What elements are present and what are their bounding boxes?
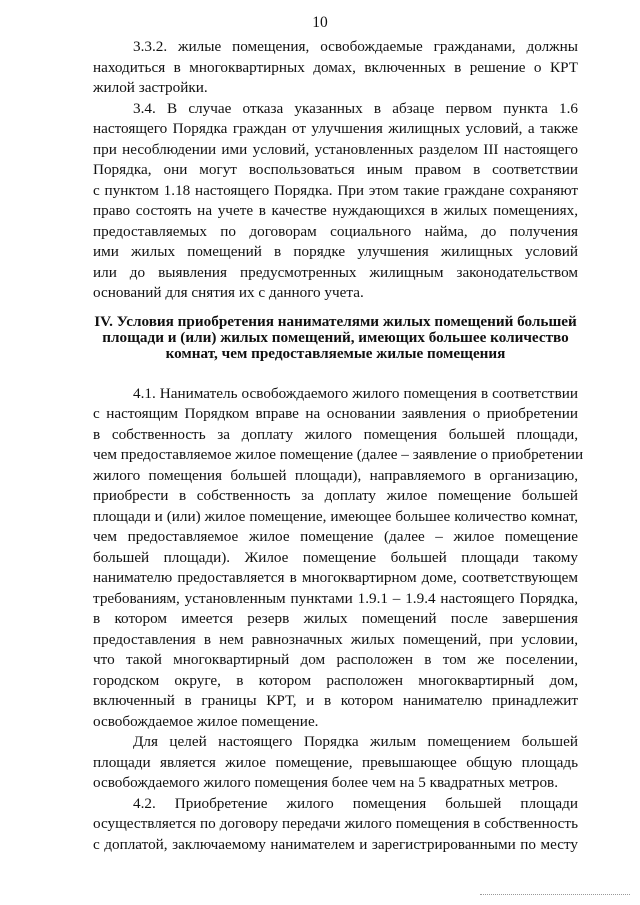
- text-line: освобождаемое жилое помещение.: [93, 712, 319, 730]
- text-line: Порядка, они могут воспользоваться иным правом в соответствии: [93, 161, 578, 178]
- text-line: 4.2. Приобретение жилого помещения большей площади: [133, 794, 578, 812]
- heading-line: комнат, чем предоставляемые жилые помещения: [165, 344, 506, 362]
- text-line: Для целей настоящего Порядка жилым помещением большей: [133, 733, 578, 750]
- scan-edge-mark: [480, 894, 630, 896]
- paragraph-4-1-definition: [93, 732, 578, 794]
- text-line: при несоблюдении ими условий, установленных разделом III настоящего: [93, 140, 578, 158]
- text-line: что такой многоквартирный дом расположен в том же поселении,: [93, 651, 578, 668]
- text-line: городском округе, в котором расположен многоквартирный дом,: [93, 671, 578, 689]
- paragraph-4-1: [93, 384, 584, 733]
- text-line: в котором имеется резерв жилых помещений после завершения: [93, 610, 578, 627]
- text-line: или до выявления предусмотренных жилищным законодательством: [93, 263, 578, 281]
- text-line: площади является жилое помещение, превышающее общую площадь: [93, 753, 578, 771]
- text-line: приобрести в собственность за доплату жилое помещение большей: [93, 487, 578, 504]
- text-line: жилого помещения большей площади), направляемого в организацию,: [93, 466, 578, 484]
- text-line: право состоять на учете в качестве нуждающихся в жилых помещениях,: [93, 202, 578, 219]
- text-line: чем предоставляемое жилое помещение (далее – жилое помещение: [93, 528, 578, 545]
- text-line: находиться в многоквартирных домах, включенных в решение о КРТ: [93, 58, 578, 76]
- page-number: 10: [312, 14, 328, 31]
- section-heading: [93, 314, 578, 362]
- text-line: большей площади). Жилое помещение большей площади такому: [93, 548, 578, 566]
- text-line: освобождаемого жилого помещения более чем на 5 квадратных метров.: [93, 774, 559, 791]
- text-line: включенный в границы КРТ, и в котором нанимателю принадлежит: [93, 692, 578, 709]
- heading-line: площади и (или) жилых помещений, имеющих большее количество: [102, 328, 569, 346]
- text-line: чем предоставляемое жилое помещение (далее – заявление о приобретении: [93, 446, 584, 463]
- paragraph-3-4: [93, 99, 578, 304]
- text-line: площади и (или) жилое помещение, имеющее большее количество комнат,: [93, 507, 578, 525]
- text-line: требованиям, установленным пунктами 1.9.1 – 1.9.4 настоящего Порядка,: [93, 589, 578, 607]
- text-line: предоставления в нем равнозначных жилых помещений, при условии,: [93, 630, 578, 648]
- text-line: осуществляется по договору передачи жилого помещения в собственность: [93, 815, 578, 832]
- text-line: с настоящим Порядком вправе на основании заявления о приобретении: [93, 405, 578, 422]
- text-line: нанимателю предоставляется в многоквартирном доме, соответствующем: [93, 569, 578, 586]
- text-line: в собственность за доплату жилого помещения большей площади,: [93, 425, 578, 443]
- text-line: жилой застройки.: [93, 79, 208, 96]
- text-line: настоящего Порядка граждан от улучшения жилищных условий, а также: [93, 120, 578, 137]
- heading-line: IV. Условия приобретения нанимателями жилых помещений большей: [94, 312, 577, 330]
- text-line: ими жилых помещений в порядке улучшения жилищных условий: [93, 243, 578, 260]
- text-line: 3.3.2. жилые помещения, освобождаемые гражданами, должны: [133, 38, 578, 55]
- text-line: с доплатой, заключаемому нанимателем и зарегистрированными по месту: [93, 835, 578, 853]
- text-line: с пунктом 1.18 настоящего Порядка. При этом такие граждане сохраняют: [93, 181, 578, 199]
- text-line: оснований для снятия их с данного учета.: [93, 284, 364, 301]
- paragraph-3-3-2: [93, 37, 578, 99]
- document-body: [93, 37, 584, 855]
- text-line: 4.1. Наниматель освобождаемого жилого помещения в соответствии: [133, 384, 578, 402]
- text-line: предоставляемых по договорам социального найма, до получения: [93, 222, 578, 240]
- text-line: 3.4. В случае отказа указанных в абзаце первом пункта 1.6: [133, 99, 578, 117]
- paragraph-4-2: [93, 794, 578, 856]
